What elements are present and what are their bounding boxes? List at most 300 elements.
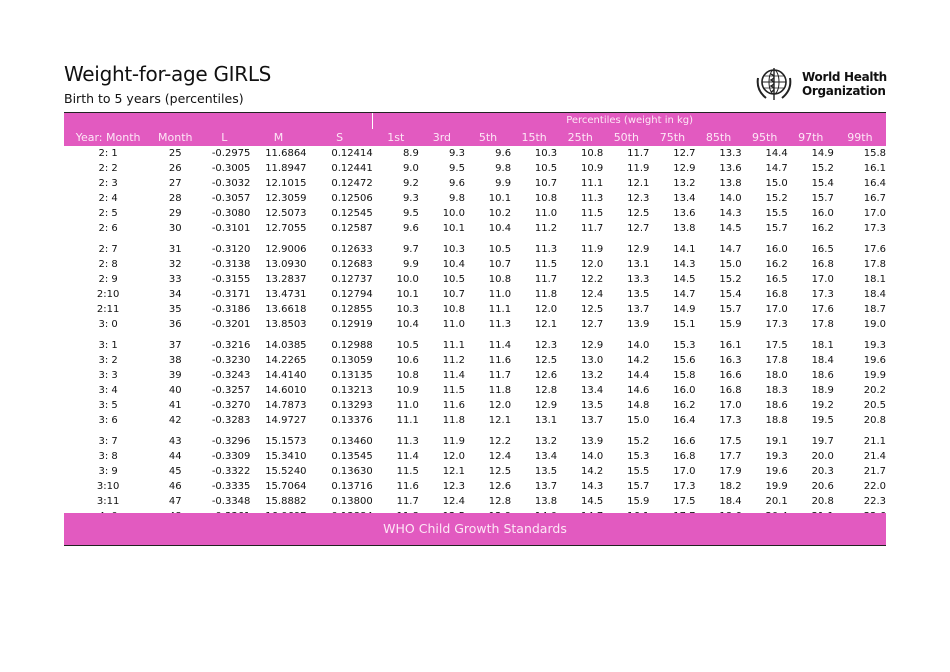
table-row (64, 338, 886, 353)
table-cell: 13.4 (673, 193, 696, 204)
table-cell: 15.5 (765, 208, 788, 219)
header-band-row (64, 113, 886, 129)
table-cell: 12.1 (488, 415, 512, 426)
table-cell: 14.2 (627, 355, 650, 366)
table-cell: 2: 1 (98, 148, 118, 159)
table-cell: 10.8 (442, 304, 465, 315)
table-row (64, 449, 886, 464)
table-cell: 15.8882 (265, 496, 307, 507)
table-cell: -0.3257 (211, 385, 251, 396)
table-cell: 17.0 (811, 274, 834, 285)
table-cell: 14.5 (719, 223, 742, 234)
table-cell: 10.8 (488, 274, 512, 285)
table-cell: 12.9 (673, 163, 696, 174)
column-header: 85th (696, 129, 742, 146)
table-cell: 10.6 (396, 355, 419, 366)
table-cell: 15.7 (627, 481, 650, 492)
table-cell: 16.3 (719, 355, 742, 366)
table-cell: 0.13059 (331, 355, 373, 366)
table-cell: -0.3322 (211, 466, 251, 477)
table-cell: 12.2 (488, 436, 512, 447)
table-cell: 9.8 (449, 193, 465, 204)
table-cell: 14.0 (719, 193, 742, 204)
table-cell: -0.3186 (211, 304, 251, 315)
table-cell: 0.13376 (331, 415, 373, 426)
table-cell: 19.6 (765, 466, 788, 477)
table-cell: 10.5 (396, 340, 419, 351)
table-cell: -0.3155 (211, 274, 251, 285)
table-cell: 12.1 (627, 178, 650, 189)
table-cell: 2: 5 (98, 208, 118, 219)
table-cell: 18.6 (765, 400, 788, 411)
column-header: 25th (557, 129, 603, 146)
table-cell: 17.5 (765, 340, 788, 351)
table-cell: 0.12855 (331, 304, 373, 315)
table-cell: 11.4 (488, 340, 512, 351)
table-cell: 15.0 (765, 178, 788, 189)
table-cell: 15.5 (627, 466, 650, 477)
table-cell: 13.9 (627, 319, 650, 330)
table-cell: 20.2 (863, 385, 886, 396)
table-cell: 11.7 (534, 274, 558, 285)
table-cell: 11.5 (581, 208, 604, 219)
table-cell: 15.2 (627, 436, 650, 447)
table-cell: 0.13460 (331, 436, 373, 447)
table-cell: 17.0 (765, 304, 788, 315)
table-cell: 13.0930 (265, 259, 307, 270)
table-cell: 15.8 (863, 148, 886, 159)
table-cell: 30 (168, 223, 182, 234)
table-cell: 0.12683 (331, 259, 373, 270)
table-cell: 14.7873 (265, 400, 307, 411)
table-row (64, 494, 886, 509)
table-cell: 40 (168, 385, 182, 396)
table-cell: 13.2 (534, 436, 558, 447)
table-cell: -0.3243 (211, 370, 251, 381)
page-subtitle: Birth to 5 years (percentiles) (64, 91, 244, 106)
table-cell: 12.9006 (265, 244, 307, 255)
table-cell: 20.1 (765, 496, 788, 507)
table-cell: 42 (168, 415, 182, 426)
table-cell: 16.5 (765, 274, 788, 285)
table-cell: 17.7 (719, 451, 742, 462)
table-row (64, 257, 886, 272)
table-cell: 10.1 (396, 289, 419, 300)
table-cell: 22.0 (863, 481, 886, 492)
table-cell: -0.3032 (211, 178, 251, 189)
table-row (64, 176, 886, 191)
table-cell: 15.4 (811, 178, 834, 189)
table-cell: 12.1015 (265, 178, 307, 189)
table-cell: 12.8 (534, 385, 558, 396)
table-cell: 9.9 (495, 178, 512, 189)
table-row (64, 479, 886, 494)
table-cell: 3:10 (96, 481, 120, 492)
table-cell: 13.5 (627, 289, 650, 300)
table-row (64, 146, 886, 161)
table-row (64, 353, 886, 368)
table-cell: 12.5 (581, 304, 604, 315)
table-cell: 15.7064 (265, 481, 307, 492)
table-row (64, 161, 886, 176)
table-cell: 16.0 (811, 208, 834, 219)
table-cell: 11.8 (442, 415, 465, 426)
column-header: Month (152, 129, 198, 146)
table-cell: 16.1 (863, 163, 886, 174)
table-cell: 13.6618 (265, 304, 307, 315)
table-cell: 13.7 (627, 304, 650, 315)
table-cell: 11.7 (488, 370, 512, 381)
table-cell: 13.3 (627, 274, 650, 285)
table-cell: 12.5 (488, 466, 512, 477)
percentile-table (64, 113, 886, 524)
table-cell: 15.6 (673, 355, 696, 366)
table-cell: 14.9727 (265, 415, 307, 426)
table-cell: 0.12988 (331, 340, 373, 351)
table-cell: 2:11 (96, 304, 120, 315)
table-cell: 13.4 (534, 451, 558, 462)
table-cell: 9.6 (449, 178, 465, 189)
table-cell: 22.3 (863, 496, 886, 507)
table-cell: -0.3270 (211, 400, 251, 411)
table-cell: 11.7 (627, 148, 650, 159)
table-cell: 13.2 (673, 178, 696, 189)
table-cell: 2: 9 (98, 274, 118, 285)
table-cell: 10.0 (442, 208, 465, 219)
table-cell: 10.8 (396, 370, 419, 381)
table-cell: 11.0 (442, 319, 465, 330)
table-cell: 13.8503 (265, 319, 307, 330)
table-cell: 12.9 (627, 244, 650, 255)
table-cell: 12.0 (581, 259, 604, 270)
table-cell: 41 (168, 400, 182, 411)
table-cell: 0.13630 (331, 466, 373, 477)
table-cell: 15.7 (811, 193, 834, 204)
who-logo-line1: World Health (802, 70, 887, 84)
table-cell: 10.7 (488, 259, 512, 270)
table-cell: 12.4 (581, 289, 604, 300)
table-cell: 12.2 (581, 274, 604, 285)
table-cell: 18.7 (863, 304, 886, 315)
table-cell: 11.0 (396, 400, 419, 411)
table-cell: 3: 5 (98, 400, 118, 411)
table-cell: 11.3 (581, 193, 604, 204)
table-cell: 11.8 (534, 289, 558, 300)
table-row (64, 242, 886, 257)
table-cell: 20.8 (811, 496, 834, 507)
table-cell: 10.4 (488, 223, 512, 234)
table-cell: 15.0 (719, 259, 742, 270)
column-header: 95th (742, 129, 788, 146)
table-cell: 19.3 (765, 451, 788, 462)
table-cell: 10.5 (488, 244, 512, 255)
table-cell: 14.3 (673, 259, 696, 270)
table-cell: 11.6 (396, 481, 419, 492)
table-cell: 18.2 (719, 481, 742, 492)
table-cell: 9.5 (402, 208, 419, 219)
table-cell: 3: 0 (98, 319, 118, 330)
table-cell: 11.1 (581, 178, 604, 189)
table-row (64, 206, 886, 221)
table-cell: 15.1573 (265, 436, 307, 447)
table-cell: 12.3059 (265, 193, 307, 204)
table-cell: 9.6 (402, 223, 419, 234)
table-cell: 11.4 (442, 370, 465, 381)
table-cell: 46 (168, 481, 182, 492)
table-cell: 11.5 (534, 259, 558, 270)
table-cell: 47 (168, 496, 182, 507)
table-cell: 10.3 (442, 244, 465, 255)
table-cell: 39 (168, 370, 182, 381)
table-cell: 14.9 (811, 148, 834, 159)
table-cell: 3: 7 (98, 436, 118, 447)
table-cell: 17.0 (673, 466, 696, 477)
table-cell: 13.2 (581, 370, 604, 381)
table-row (64, 317, 886, 332)
table-cell: 0.13293 (331, 400, 373, 411)
who-logo (754, 64, 888, 104)
table-cell: 18.3 (765, 385, 788, 396)
table-cell: 2: 8 (98, 259, 118, 270)
table-cell: 14.7 (765, 163, 788, 174)
table-cell: 15.9 (627, 496, 650, 507)
table-cell: 10.7 (534, 178, 558, 189)
table-cell: 17.6 (863, 244, 886, 255)
table-cell: 0.12587 (331, 223, 373, 234)
table-cell: 12.8 (488, 496, 512, 507)
table-cell: 13.9 (581, 436, 604, 447)
column-header: 99th (834, 129, 886, 146)
table-cell: 10.9 (581, 163, 604, 174)
table-cell: 16.0 (765, 244, 788, 255)
table-cell: 12.6 (488, 481, 512, 492)
table-row (64, 383, 886, 398)
table-cell: 13.8 (719, 178, 742, 189)
table-cell: -0.3138 (211, 259, 251, 270)
column-header: Year: Month (64, 129, 152, 146)
table-cell: 19.6 (863, 355, 886, 366)
table-cell: 11.1 (442, 340, 465, 351)
table-cell: 19.9 (863, 370, 886, 381)
column-header: 3rd (419, 129, 465, 146)
table-cell: 16.8 (765, 289, 788, 300)
table-cell: 17.6 (811, 304, 834, 315)
table-cell: 3:11 (96, 496, 120, 507)
table-cell: 13.2837 (265, 274, 307, 285)
table-cell: 17.3 (719, 415, 742, 426)
table-cell: -0.3296 (211, 436, 251, 447)
table-cell: -0.3080 (211, 208, 251, 219)
table-cell: 10.4 (396, 319, 419, 330)
table-cell: 12.5073 (265, 208, 307, 219)
table-cell: 15.4 (719, 289, 742, 300)
table-body (64, 146, 886, 524)
table-cell: 37 (168, 340, 182, 351)
table-cell: 15.9 (719, 319, 742, 330)
table-cell: 14.3 (719, 208, 742, 219)
table-cell: 17.3 (811, 289, 834, 300)
table-cell: 16.4 (863, 178, 886, 189)
table-cell: 14.6 (627, 385, 650, 396)
table-cell: 17.3 (673, 481, 696, 492)
table-cell: 14.0385 (265, 340, 307, 351)
table-cell: 10.1 (488, 193, 512, 204)
table-cell: 15.2 (765, 193, 788, 204)
table-cell: 20.8 (863, 415, 886, 426)
table-cell: 12.4 (442, 496, 465, 507)
table-cell: 15.7 (765, 223, 788, 234)
table-cell: 18.4 (863, 289, 886, 300)
table-cell: 16.8 (811, 259, 834, 270)
table-cell: 12.9 (581, 340, 604, 351)
table-cell: 15.7 (719, 304, 742, 315)
table-cell: 20.6 (811, 481, 834, 492)
table-cell: 16.7 (863, 193, 886, 204)
table-cell: 33 (168, 274, 182, 285)
table-cell: 16.5 (811, 244, 834, 255)
table-cell: 29 (168, 208, 182, 219)
table-cell: 11.3 (488, 319, 512, 330)
table-cell: -0.3005 (211, 163, 251, 174)
table-cell: 16.1 (719, 340, 742, 351)
table-cell: 12.6 (534, 370, 558, 381)
table-cell: 18.1 (811, 340, 834, 351)
table-cell: 16.8 (719, 385, 742, 396)
table-cell: 10.7 (442, 289, 465, 300)
table-cell: 12.4 (488, 451, 512, 462)
table-cell: -0.3171 (211, 289, 251, 300)
table-cell: 12.0 (488, 400, 512, 411)
table-row (64, 368, 886, 383)
table-cell: 16.2 (673, 400, 696, 411)
table-cell: 14.4 (765, 148, 788, 159)
table-cell: 19.0 (863, 319, 886, 330)
table-row (64, 302, 886, 317)
table-cell: 36 (168, 319, 182, 330)
table-cell: 12.7 (581, 319, 604, 330)
table-cell: 0.13135 (331, 370, 373, 381)
table-cell: 19.3 (863, 340, 886, 351)
table-cell: 11.2 (442, 355, 465, 366)
table-cell: 17.0 (719, 400, 742, 411)
table-cell: 0.12919 (331, 319, 373, 330)
table-cell: 11.9 (627, 163, 650, 174)
table-cell: 12.3 (627, 193, 650, 204)
table-cell: 14.4140 (265, 370, 307, 381)
table-cell: 3: 4 (98, 385, 118, 396)
table-cell: 13.7 (534, 481, 558, 492)
table-cell: 12.3 (534, 340, 558, 351)
table-cell: 12.5 (534, 355, 558, 366)
table-cell: -0.3230 (211, 355, 251, 366)
table-cell: 11.5 (396, 466, 419, 477)
table-cell: 14.0 (627, 340, 650, 351)
table-cell: 0.13545 (331, 451, 373, 462)
table-cell: 15.3410 (265, 451, 307, 462)
table-cell: 14.9 (673, 304, 696, 315)
table-cell: 11.6 (488, 355, 512, 366)
table-cell: 10.3 (534, 148, 558, 159)
table-cell: 11.6864 (265, 148, 307, 159)
table-cell: 3: 1 (98, 340, 118, 351)
table-cell: 28 (168, 193, 182, 204)
table-cell: 17.8 (765, 355, 788, 366)
table-cell: 11.7 (396, 496, 419, 507)
table-cell: 12.7055 (265, 223, 307, 234)
table-cell: 10.9 (396, 385, 419, 396)
table-cell: 11.2 (534, 223, 558, 234)
table-cell: 11.8 (488, 385, 512, 396)
table-cell: 14.5 (581, 496, 604, 507)
column-header: M (250, 129, 306, 146)
table-cell: 19.1 (765, 436, 788, 447)
table-cell: 38 (168, 355, 182, 366)
table-cell: 12.0 (534, 304, 558, 315)
table-cell: 12.5 (627, 208, 650, 219)
table-cell: 13.3 (719, 148, 742, 159)
table-cell: -0.3057 (211, 193, 251, 204)
table-cell: 9.8 (495, 163, 512, 174)
table-row (64, 191, 886, 206)
table-cell: 20.0 (811, 451, 834, 462)
table-cell: 9.5 (449, 163, 465, 174)
table-cell: 13.6 (673, 208, 696, 219)
table-cell: 10.2 (488, 208, 512, 219)
table-cell: 17.8 (811, 319, 834, 330)
table-cell: 43 (168, 436, 182, 447)
table-cell: 3: 9 (98, 466, 118, 477)
table-row (64, 413, 886, 428)
table-row (64, 398, 886, 413)
table-cell: 9.6 (495, 148, 512, 159)
table-cell: 17.9 (719, 466, 742, 477)
table-cell: 15.5240 (265, 466, 307, 477)
percentiles-band-label: Percentiles (weight in kg) (373, 113, 886, 129)
table-cell: 17.3 (765, 319, 788, 330)
table-cell: 0.13800 (331, 496, 373, 507)
table-row (64, 272, 886, 287)
table-cell: 0.13213 (331, 385, 373, 396)
table-cell: 17.5 (673, 496, 696, 507)
table-cell: 18.9 (811, 385, 834, 396)
table-cell: 15.2 (719, 274, 742, 285)
table-cell: 13.5 (534, 466, 558, 477)
table-cell: 18.6 (811, 370, 834, 381)
percentile-table-wrap (64, 113, 886, 524)
table-cell: 11.3 (396, 436, 419, 447)
table-cell: 2: 2 (98, 163, 118, 174)
table-cell: 11.8947 (265, 163, 307, 174)
table-cell: 12.9 (534, 400, 558, 411)
table-cell: 34 (168, 289, 182, 300)
table-cell: 2: 7 (98, 244, 118, 255)
table-cell: 3: 2 (98, 355, 118, 366)
table-cell: 26 (168, 163, 182, 174)
table-cell: 35 (168, 304, 182, 315)
table-cell: 2:10 (96, 289, 120, 300)
table-cell: 0.12737 (331, 274, 373, 285)
table-cell: 11.0 (488, 289, 512, 300)
table-cell: 18.1 (863, 274, 886, 285)
column-header: L (198, 129, 250, 146)
table-cell: 0.12545 (331, 208, 373, 219)
table-row (64, 434, 886, 449)
table-cell: 0.12441 (331, 163, 373, 174)
table-cell: 11.6 (442, 400, 465, 411)
table-cell: 9.2 (402, 178, 419, 189)
table-cell: 12.0 (442, 451, 465, 462)
table-cell: 11.0 (534, 208, 558, 219)
